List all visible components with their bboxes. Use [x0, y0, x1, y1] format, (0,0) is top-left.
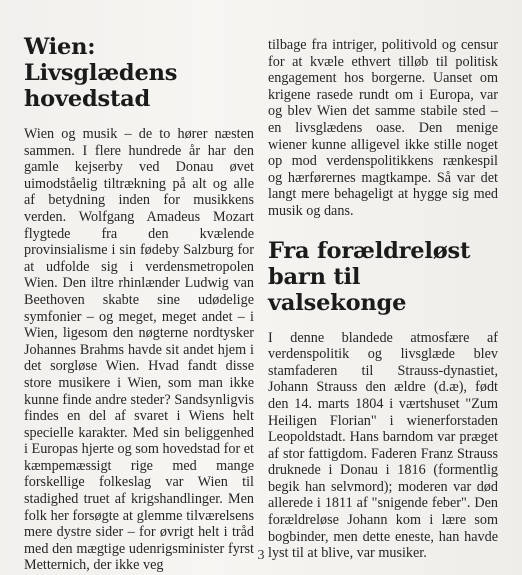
left-column [24, 34, 254, 574]
section-heading-valsekonge: Fra forældreløst barn til valsekonge [268, 237, 471, 316]
paragraph-strauss: I denne blandede atmosfære af verdenspolitik og livsglæde blev stamfaderen til Strauss-dynastiet, Johann Strauss den ældre (d.æ), født den 14. marts 1804 i værtshuset "Zum Heiligen Florian" i wienerforstaden Leopoldstadt. Hans barndom var præget af stor fattigdom. Faderen Franz Strauss druknede i Donau i 1816 (formentlig begik han selvmord); moderen var død allerede i 1811 af "snigende feber". Den forældreløse Johann kom i lære som bogbinder, men dette eneste, han havde lyst til at blive, var musiker. [268, 329, 498, 562]
right-column [268, 37, 498, 562]
paragraph-continuation: tilbage fra intriger, politivold og censur for at kvæle ethvert tilløb til politisk engagement hos borgerne. Uanset om krigene rasede rundt om i Europa, var og blev Wien det samme stabile sted – en livsglædens oase. Den menige wiener kunne alligevel ikke stille noget op mod verdenspolitikkens rænkespil og hærførernes magtkampe. Så var det langt mere behageligt at hygge sig med musik og dans. [268, 37, 498, 219]
page-number: 3 [257, 548, 265, 563]
paragraph-wien: Wien og musik – de to hører næsten sammen. I flere hundrede år har den gamle kejserby ved Donau øvet uimodståelig tiltrækning på alt og alle af betydning inden for musikkens verden. Wolfgang Amadeus Mozart flygtede fra den kvælende provinsialisme i sin fødeby Salzburg for at udfolde sig i verdensmetropolen Wien. Den iltre rhinlænder Ludwig van Beethoven skabte sine udødelige symfonier – og meget, meget andet – i Wien, ligesom den nøgterne nordtysker Johannes Brahms havde sit andet hjem i det sorgløse Wien. Hvad fandt disse store musikere i Wien, som man ikke kunne finde andre steder? Sandsynligvis findes en del af svaret i Wiens helt specielle karakter. Med sin beliggenhed i Europas hjerte og som hovedstad for et kæmpemæssigt rige med mange forskellige folkeslag var Wien til stadighed truet af krigshandlinger. Men folk her forsøgte at glemme tilværelsens mere dystre sider – for øvrigt helt i tråd med den mægtige udenrigsminister fyrst Metternich, der ikke veg [24, 126, 254, 574]
section-heading-wien: Wien: Livsglædens hovedstad [24, 34, 178, 112]
